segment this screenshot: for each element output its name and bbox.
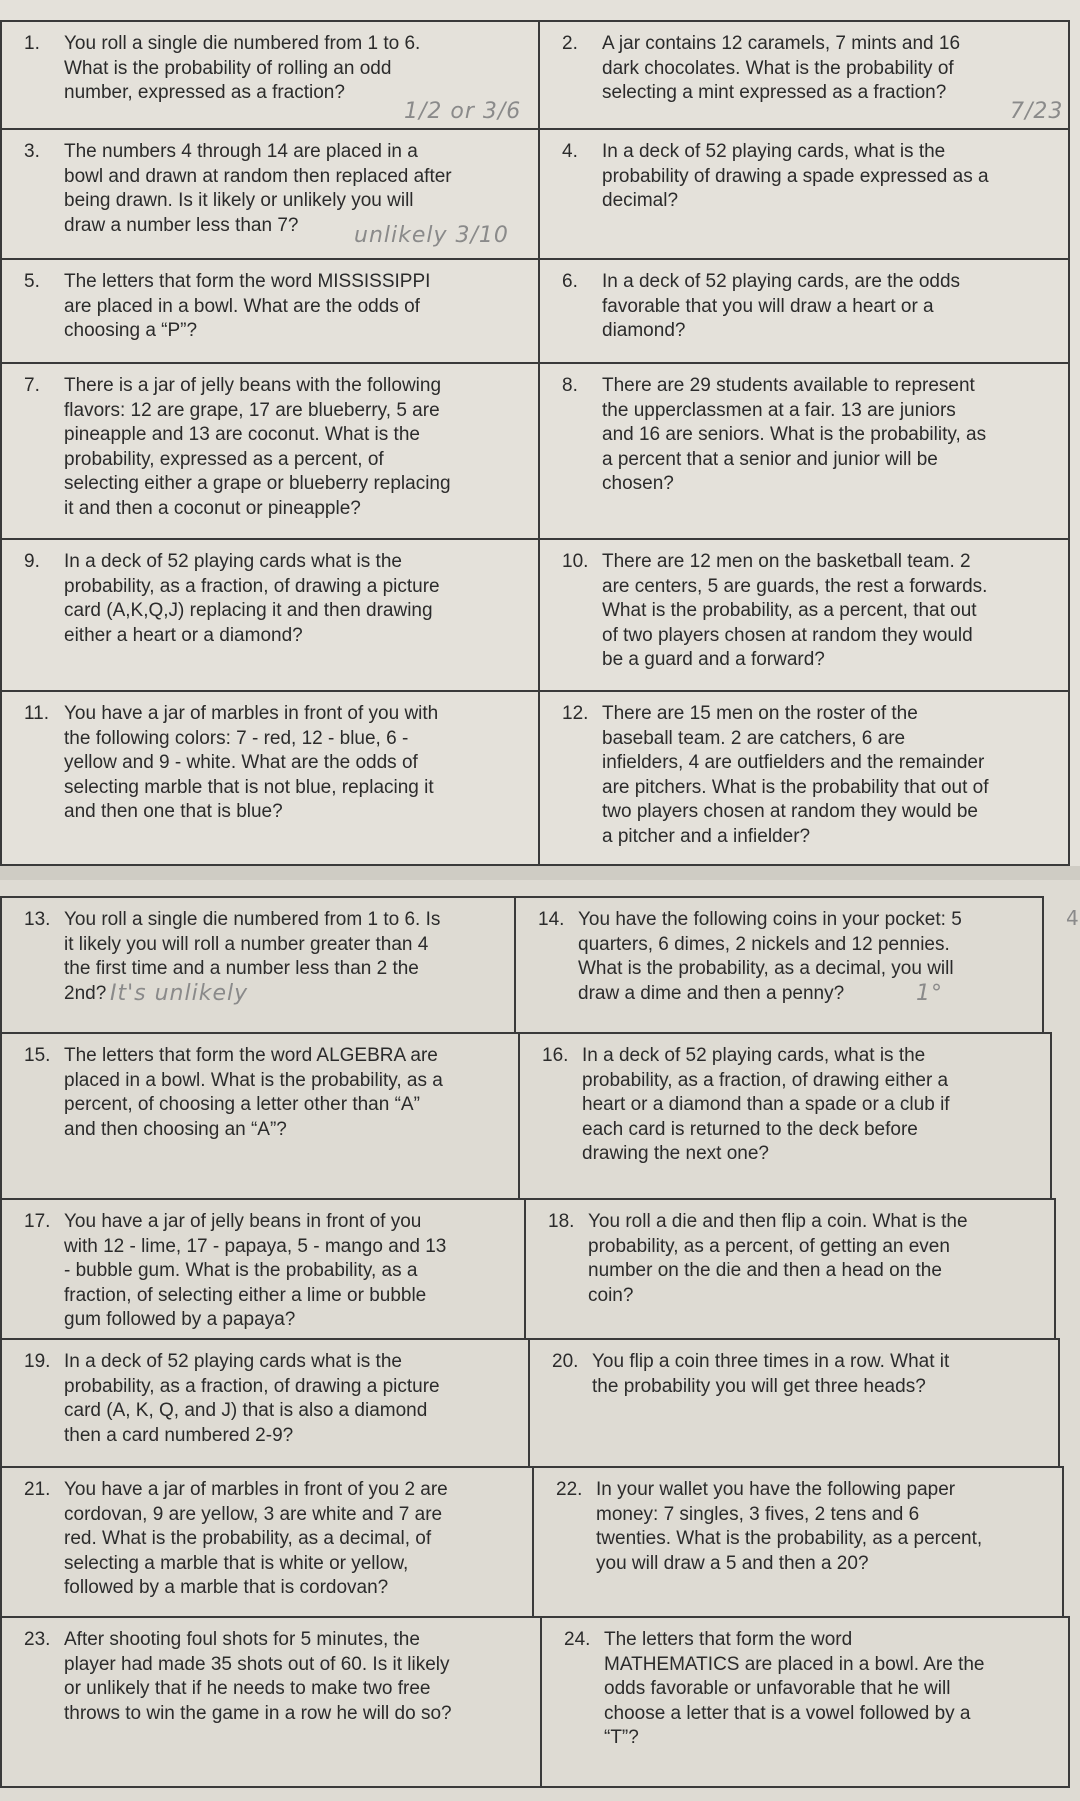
question-text: The letters that form the word MISSISSIPPI are placed in a bowl. What are the odds of choosing a “P”? [64,271,431,341]
question-text: In a deck of 52 playing cards, what is the probability of drawing a spade expressed as a decimal? [602,141,989,211]
question-cell [0,128,540,260]
question-cell [538,362,1070,540]
question-number: 24. [564,1629,591,1650]
question-number: 11. [24,703,50,724]
handwritten-answer: 1° [916,981,943,1006]
question-text: There are 12 men on the basketball team. 2 are centers, 5 are guards, the rest a forwards. What is the probability, as a percent, that out of two players chosen at random they would be a guard and a forward? [602,551,988,670]
handwritten-answer: unlikely 3/10 [354,223,509,248]
question-cell [0,1338,530,1468]
question-number: 22. [556,1479,583,1500]
question-number: 6. [562,271,578,292]
question-number: 5. [24,271,40,292]
question-number: 13. [24,909,51,930]
question-number: 15. [24,1045,51,1066]
question-cell [0,1032,520,1200]
question-number: 4. [562,141,578,162]
question-cell [0,362,540,540]
question-cell [0,1466,534,1618]
question-cell [0,1616,542,1788]
question-text: There are 29 students available to represent the upperclassmen at a fair. 13 are juniors and 16 are seniors. What is the probability, as a percent that a senior and junior will be chosen? [602,375,987,494]
question-number: 9. [24,551,40,572]
question-text: The letters that form the word MATHEMATICS are placed in a bowl. Are the odds favorable or unfavorable that he will choose a letter that is a vowel followed by a “T”? [604,1629,985,1748]
question-cell [0,538,540,692]
question-text: The letters that form the word ALGEBRA are placed in a bowl. What is the probability, as a percent, of choosing a letter other than “A” and then choosing an “A”? [64,1045,443,1140]
question-cell [0,690,540,866]
question-cell [538,128,1070,260]
question-number: 3. [24,141,40,162]
question-cell [0,20,540,130]
question-text: A jar contains 12 caramels, 7 mints and 16 dark chocolates. What is the probability of selecting a mint expressed as a fraction? [602,33,961,103]
question-text: The numbers 4 through 14 are placed in a bowl and drawn at random then replaced after being drawn. Is it likely or unlikely you will draw a number less than 7? [64,141,452,236]
question-text: You have a jar of marbles in front of you with the following colors: 7 - red, 12 - blue, 6 - yellow and 9 - white. What are the odds of selecting marble that is not blue, replacing it and then one that is blue? [64,703,439,822]
question-text: In a deck of 52 playing cards what is the probability, as a fraction, of drawing a picture card (A, K, Q, and J) that is also a diamond then a card numbered 2-9? [64,1351,440,1446]
question-cell [528,1338,1060,1468]
question-number: 16. [542,1045,569,1066]
question-text: You have the following coins in your pocket: 5 quarters, 6 dimes, 2 nickels and 12 pennies. What is the probability, as a decimal, you will draw a dime and then a penny? [578,909,962,1004]
question-number: 18. [548,1211,575,1232]
question-cell [0,896,516,1034]
question-text: In a deck of 52 playing cards, what is the probability, as a fraction, of drawing either a heart or a diamond than a spade or a club if each card is returned to the deck before drawing the next one? [582,1045,950,1164]
question-number: 19. [24,1351,51,1372]
handwritten-answer: It's unlikely [110,981,249,1006]
question-text: You have a jar of marbles in front of you 2 are cordovan, 9 are yellow, 3 are white and 7 are red. What is the probability, as a decimal, of selecting a marble that is white or yellow, followed by a marble that is cordovan? [64,1479,448,1598]
handwritten-answer: 7/23 [1010,99,1064,124]
question-cell [538,20,1070,130]
question-cell [538,258,1070,364]
question-number: 21. [24,1479,51,1500]
question-cell [540,1616,1070,1788]
question-number: 17. [24,1211,51,1232]
question-text: You roll a die and then flip a coin. What is the probability, as a percent, of getting an even number on the die and then a head on the coin? [588,1211,968,1306]
question-cell [0,1198,526,1340]
question-cell [514,896,1044,1034]
question-number: 14. [538,909,565,930]
margin-mark: 4 [1066,906,1079,930]
question-cell [532,1466,1064,1618]
question-number: 12. [562,703,589,724]
question-cell [538,690,1070,866]
question-cell [0,258,540,364]
question-number: 10. [562,551,589,572]
question-number: 1. [24,33,40,54]
question-text: In a deck of 52 playing cards, are the odds favorable that you will draw a heart or a diamond? [602,271,961,341]
question-number: 23. [24,1629,51,1650]
question-text: There is a jar of jelly beans with the following flavors: 12 are grape, 17 are blueberry, 5 are pineapple and 13 are coconut. What is the probability, expressed as a percent, of selecting either a grape or blueberry replacing it and then a coconut or pineapple? [64,375,451,519]
question-number: 20. [552,1351,579,1372]
question-cell [518,1032,1052,1200]
question-text: After shooting foul shots for 5 minutes, the player had made 35 shots out of 60. Is it likely or unlikely that if he needs to make two free throws to win the game in a row he will do so? [64,1629,452,1724]
question-number: 8. [562,375,578,396]
question-text: You roll a single die numbered from 1 to 6. Is it likely you will roll a number greater than 4 the first time and a number less than 2 the 2nd? [64,909,441,1004]
question-cell [524,1198,1056,1340]
question-text: You have a jar of jelly beans in front of you with 12 - lime, 17 - papaya, 5 - mango and 13 - bubble gum. What is the probability, as a fraction, of selecting either a lime or bubble gum followed by a papaya? [64,1211,447,1330]
question-text: In a deck of 52 playing cards what is the probability, as a fraction, of drawing a picture card (A,K,Q,J) replacing it and then drawing either a heart or a diamond? [64,551,440,646]
question-text: There are 15 men on the roster of the baseball team. 2 are catchers, 6 are infielders, 4 are outfielders and the remainder are pitchers. What is the probability that out of two players chosen at random they would be a pitcher and a infielder? [602,703,989,847]
question-number: 2. [562,33,578,54]
question-number: 7. [24,375,40,396]
question-cell [538,538,1070,692]
question-text: You flip a coin three times in a row. What it the probability you will get three heads? [592,1351,950,1397]
question-text: You roll a single die numbered from 1 to 6. What is the probability of rolling an odd number, expressed as a fraction? [64,33,421,103]
question-text: In your wallet you have the following paper money: 7 singles, 3 fives, 2 tens and 6 twenties. What is the probability, as a percent, you will draw a 5 and then a 20? [596,1479,983,1574]
handwritten-answer: 1/2 or 3/6 [404,99,522,124]
